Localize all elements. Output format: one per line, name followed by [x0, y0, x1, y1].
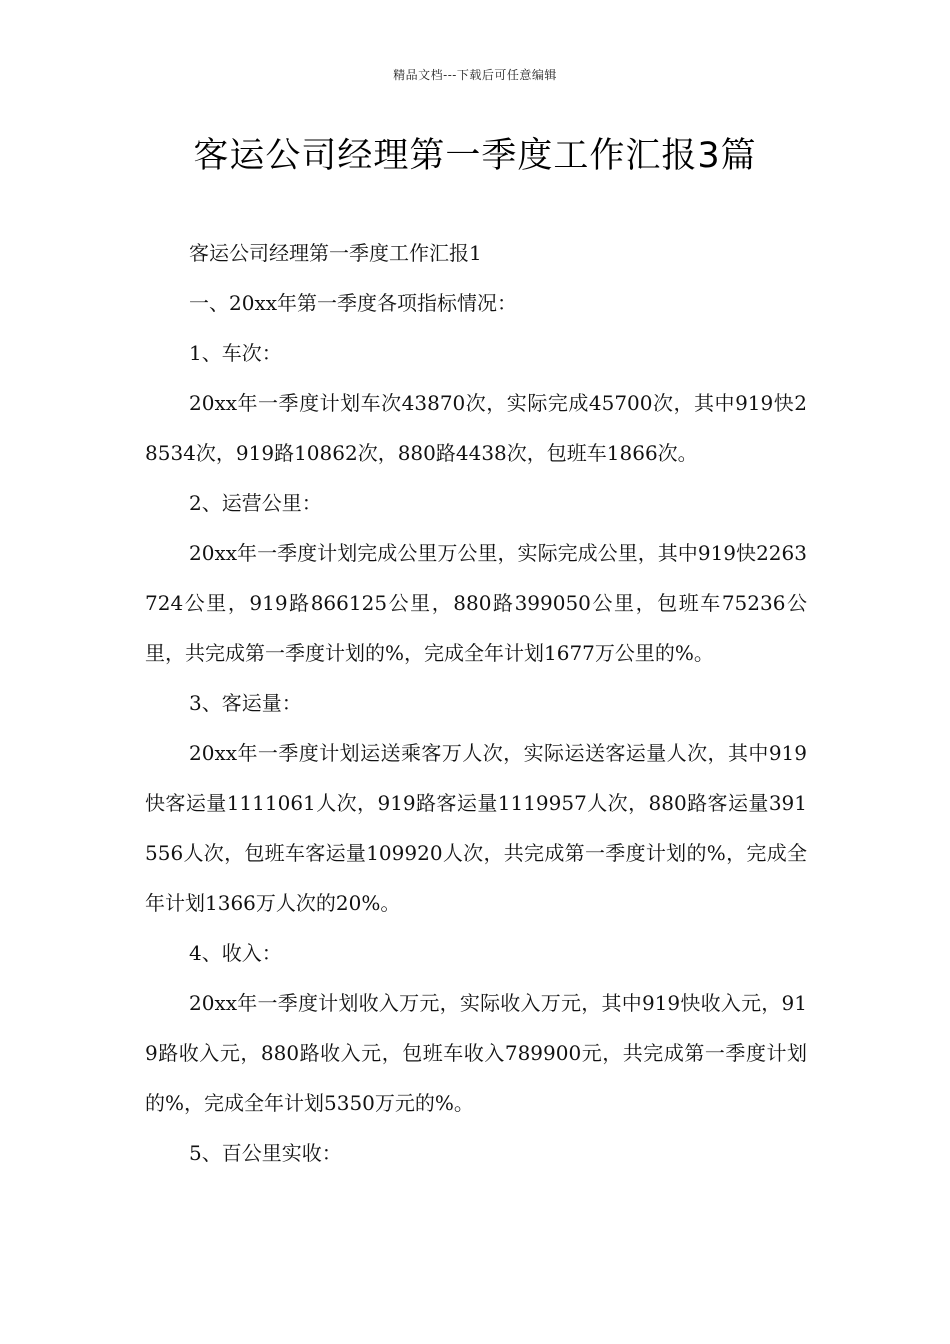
paragraph-passengers: 20xx年一季度计划运送乘客万人次，实际运送客运量人次，其中919快客运量1111061人次，919路客运量1119957人次，880路客运量391556人次，包班车客运量109920人次，共完成第一季度计划的%，完成全年计划1366万人次的20%。 [145, 741, 807, 915]
subsection-heading: 一、20xx年第一季度各项指标情况： [189, 291, 518, 315]
item-heading-per-100km: 5、百公里实收： [189, 1141, 342, 1165]
document-body [145, 228, 807, 1178]
document-title: 客运公司经理第一季度工作汇报3篇 [193, 136, 757, 176]
paragraph-revenue: 20xx年一季度计划收入万元，实际收入万元，其中919快收入元，919路收入元，880路收入元，包班车收入789900元，共完成第一季度计划的%，完成全年计划5350万元的%。 [145, 991, 807, 1115]
item-heading-revenue: 4、收入： [189, 941, 282, 965]
section-heading: 客运公司经理第一季度工作汇报1 [189, 241, 482, 265]
item-heading-passengers: 3、客运量： [189, 691, 302, 715]
paragraph-trips: 20xx年一季度计划车次43870次，实际完成45700次，其中919快28534次，919路10862次，880路4438次，包班车1866次。 [145, 391, 807, 465]
item-heading-mileage: 2、运营公里： [189, 491, 322, 515]
header-note: 精品文档---下载后可任意编辑 [393, 68, 557, 82]
item-heading-trips: 1、车次： [189, 341, 282, 365]
paragraph-mileage: 20xx年一季度计划完成公里万公里，实际完成公里，其中919快2263724公里，919路866125公里，880路399050公里，包班车75236公里，共完成第一季度计划的%，完成全年计划1677万公里的%。 [145, 541, 807, 665]
